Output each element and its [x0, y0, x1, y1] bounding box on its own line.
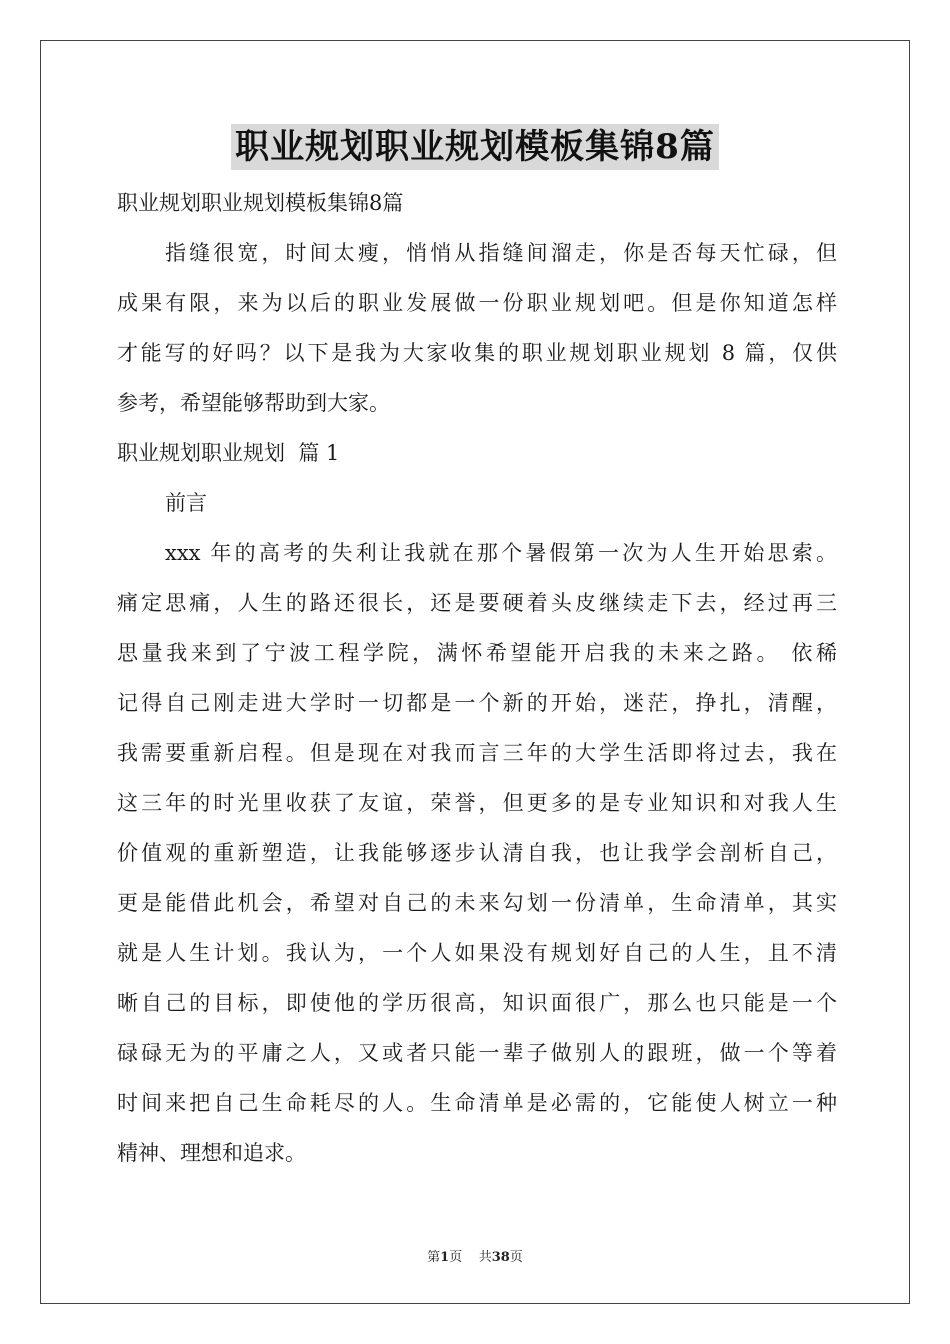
- intro-line-3: 才能写的好吗？以下是我为大家收集的职业规划职业规划 8 篇，仅供: [117, 341, 837, 365]
- title-container: [0, 124, 950, 170]
- body-line-7: 价值观的重新塑造，让我能够逐步认清自我，也让我学会剖析自己，: [117, 841, 837, 865]
- body-line-11: 碌碌无为的平庸之人，又或者只能一辈子做别人的跟班，做一个等着: [117, 1041, 837, 1065]
- body-line-13: 精神、理想和追求。: [117, 1141, 306, 1165]
- section-heading: 职业规划职业规划 篇 1: [117, 441, 340, 465]
- footer-page-suffix: 页: [449, 1250, 463, 1265]
- document-title: 职业规划职业规划模板集锦8篇: [231, 124, 719, 170]
- body-line-2: 痛定思痛，人生的路还很长，还是要硬着头皮继续走下去，经过再三: [117, 591, 837, 615]
- intro-line-1: 指缝很宽，时间太瘦，悄悄从指缝间溜走，你是否每天忙碌，但: [165, 241, 837, 265]
- body-line-10: 晰自己的目标，即使他的学历很高，知识面很广，那么也只能是一个: [117, 991, 837, 1015]
- footer-page-number: 1: [440, 1250, 450, 1265]
- footer-total-pages: 38: [491, 1250, 510, 1265]
- body-line-8: 更是能借此机会，希望对自己的未来勾划一份清单，生命清单，其实: [117, 891, 837, 915]
- footer-total-prefix: 共: [478, 1250, 492, 1265]
- footer-page-prefix: 第: [427, 1250, 441, 1265]
- intro-line-4: 参考，希望能够帮助到大家。: [117, 391, 390, 415]
- subtitle-line: 职业规划职业规划模板集锦8篇: [117, 191, 404, 215]
- footer-total-suffix: 页: [509, 1250, 523, 1265]
- body-line-3: 思量我来到了宁波工程学院，满怀希望能开启我的未来之路。 依稀: [117, 641, 837, 665]
- page-footer: [0, 1246, 950, 1265]
- intro-line-2: 成果有限，来为以后的职业发展做一份职业规划吧。但是你知道怎样: [117, 291, 837, 315]
- document-body: [117, 178, 837, 1178]
- body-line-6: 这三年的时光里收获了友谊，荣誉，但更多的是专业知识和对我人生: [117, 791, 837, 815]
- body-line-5: 我需要重新启程。但是现在对我而言三年的大学生活即将过去，我在: [117, 741, 837, 765]
- preface-label: 前言: [165, 491, 207, 515]
- body-line-1: xxx 年的高考的失利让我就在那个暑假第一次为人生开始思索。: [165, 541, 837, 565]
- body-line-9: 就是人生计划。我认为，一个人如果没有规划好自己的人生，且不清: [117, 941, 837, 965]
- body-line-12: 时间来把自己生命耗尽的人。生命清单是必需的，它能使人树立一种: [117, 1091, 837, 1115]
- body-line-4: 记得自己刚走进大学时一切都是一个新的开始，迷茫，挣扎，清醒，: [117, 691, 837, 715]
